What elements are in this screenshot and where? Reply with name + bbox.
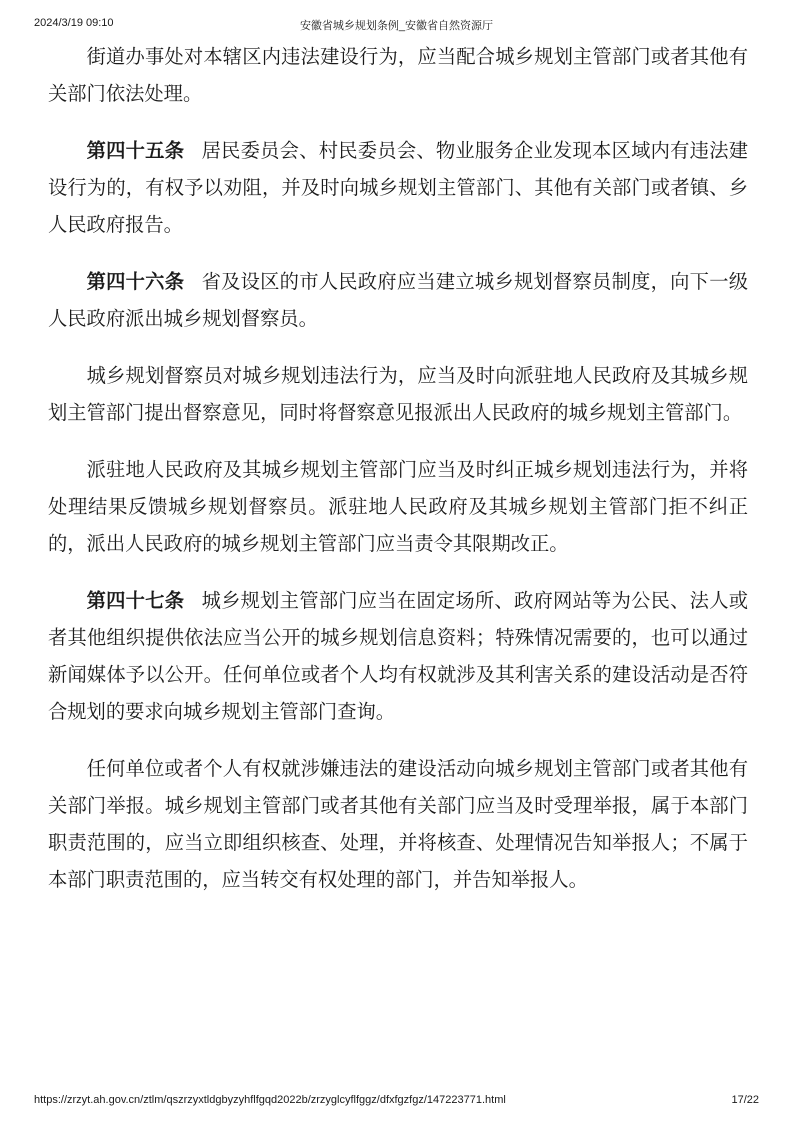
paragraph-text: 任何单位或者个人有权就涉嫌违法的建设活动向城乡规划主管部门或者其他有关部门举报。城乡规划主管部门或者其他有关部门应当及时受理举报，属于本部门职责范围的，应当立即组织核查、处理，并将核查、处理情况告知举报人；不属于本部门职责范围的，应当转交有权处理的部门，并告知举报人。 [48,757,748,891]
paragraph-text: 派驻地人民政府及其城乡规划主管部门应当及时纠正城乡规划违法行为，并将处理结果反馈城乡规划督察员。派驻地人民政府及其城乡规划主管部门拒不纠正的，派出人民政府的城乡规划主管部门应当责令其限期改正。 [48,458,748,555]
paragraph-text: 省及设区的市人民政府应当建立城乡规划督察员制度，向下一级人民政府派出城乡规划督察员。 [48,270,749,330]
paragraph [48,132,748,243]
article-number: 第四十七条 [86,589,185,612]
document-body [48,38,748,918]
paragraph-text: 城乡规划督察员对城乡规划违法行为，应当及时向派驻地人民政府及其城乡规划主管部门提出督察意见，同时将督察意见报派出人民政府的城乡规划主管部门。 [48,364,748,424]
paragraph [48,582,748,730]
paragraph [48,38,748,112]
page-title: 安徽省城乡规划条例_安徽省自然资源厅 [299,20,494,32]
page-url: https://zrzyt.ah.gov.cn/ztlm/qszrzyxtldgbyzyhflfgqd2022b/zrzyglcyflfggz/dfxfgzfgz/147223771.html [34,1094,506,1106]
margin-mark [36,262,38,302]
article-number: 第四十六条 [86,270,185,293]
paragraph-text: 居民委员会、村民委员会、物业服务企业发现本区域内有违法建设行为的，有权予以劝阻，并及时向城乡规划主管部门、其他有关部门或者镇、乡人民政府报告。 [48,139,749,236]
article-number: 第四十五条 [86,139,185,162]
paragraph-text: 街道办事处对本辖区内违法建设行为，应当配合城乡规划主管部门或者其他有关部门依法处理。 [48,45,748,105]
print-datetime: 2024/3/19 09:10 [34,17,114,29]
paragraph-text: 城乡规划主管部门应当在固定场所、政府网站等为公民、法人或者其他组织提供依法应当公开的城乡规划信息资料；特殊情况需要的，也可以通过新闻媒体予以公开。任何单位或者个人均有权就涉及其利害关系的建设活动是否符合规划的要求向城乡规划主管部门查询。 [48,589,749,723]
paragraph [48,263,748,337]
page-number: 17/22 [731,1094,759,1106]
paragraph [48,750,748,898]
paragraph [48,357,748,431]
paragraph [48,451,748,562]
